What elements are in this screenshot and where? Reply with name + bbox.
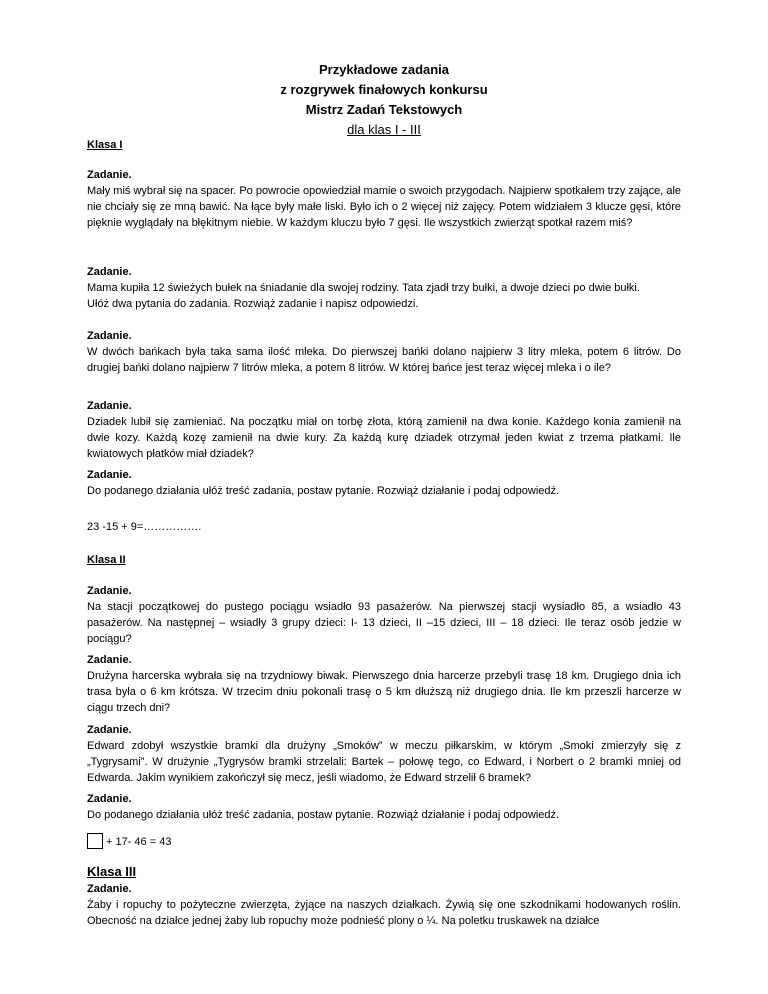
task-text: Na stacji początkowej do pustego pociągu wsiadło 93 pasażerów. Na pierwszej stacji wysiadło 85, a wsiadło 43 pasażerów. Na następnej – wsiadły 3 grupy dzieci: I- 13 dzieci, II –15 dzieci, III – 18 dzieci. Ile teraz osób jedzie w pociągu? [87,601,681,645]
task-1-5 [87,467,681,499]
blank-box [87,833,103,849]
task-2-1 [87,583,681,647]
task-2-4 [87,791,681,823]
task-label: Zadanie. [87,793,132,805]
equation-klasa-1: 23 -15 + 9=……………. [87,521,202,533]
task-2-3 [87,722,681,786]
task-label: Zadanie. [87,266,132,278]
task-text: Mama kupiła 12 świeżych bułek na śniadanie dla swojej rodziny. Tata zjadł trzy bułki, a dwoje dzieci po dwie bułki. [87,282,640,294]
section-heading-klasa-1: Klasa I [87,139,123,151]
task-text-2: Ułóż dwa pytania do zadania. Rozwiąż zadanie i napisz odpowiedzi. [87,298,419,310]
title-line-2: z rozgrywek finałowych konkursu [280,82,488,97]
task-text: Żaby i ropuchy to pożyteczne zwierzęta, żyjące na naszych działkach. Żywią się one szkodnikami hodowanych roślin. Obecność na działce jednej żaby lub ropuchy może podnieść plony o ¼. Na poletku truskawek na działce [87,899,681,927]
section-heading-klasa-3: Klasa III [87,864,137,879]
section-heading-klasa-2: Klasa II [87,554,126,566]
task-text: Edward zdobył wszystkie bramki dla drużyny „Smoków” w meczu piłkarskim, w którym „Smoki zmierzyły się z „Tygrysami”. W drużynie „Tygrysów bramki strzelali: Bartek – połowę tego, co Edward, i Norbert o 2 bramki mniej od Edwarda. Jakim wynikiem zakończył się mecz, jeśli wiadomo, że Edward strzelił 6 bramek? [87,740,681,784]
task-text: W dwóch bańkach była taka sama ilość mleka. Do pierwszej bańki dolano najpierw 3 litry mleka, potem 6 litrów. Do drugiej bańki dolano najpierw 7 litrów mleka, a potem 8 litrów. W której bańce jest teraz więcej mleka i o ile? [87,346,681,374]
task-2-2 [87,652,681,716]
task-label: Zadanie. [87,654,132,666]
task-1-4 [87,398,681,462]
task-text: Do podanego działania ułóż treść zadania, postaw pytanie. Rozwiąż działanie i podaj odpowiedź. [87,485,560,497]
task-1-2 [87,264,681,312]
task-text: Drużyna harcerska wybrała się na trzydniowy biwak. Pierwszego dnia harcerze przebyli trasę 18 km. Drugiego dnia ich trasa była o 6 km krótsza. W trzecim dniu pokonali trasę o 5 km dłuższą niż drugiego dnia. Ile km przeszli harcerze w ciągu trzech dni? [87,670,681,714]
task-1-3 [87,328,681,376]
task-label: Zadanie. [87,330,132,342]
task-label: Zadanie. [87,724,132,736]
task-label: Zadanie. [87,469,132,481]
document-title [87,60,681,140]
task-label: Zadanie. [87,400,132,412]
task-label: Zadanie. [87,169,132,181]
equation-klasa-2 [87,833,171,850]
task-3-1 [87,881,681,929]
title-line-3: Mistrz Zadań Tekstowych [305,102,463,117]
title-line-4: dla klas I - III [347,122,421,137]
title-line-1: Przykładowe zadania [318,62,450,77]
task-label: Zadanie. [87,883,132,895]
task-label: Zadanie. [87,585,132,597]
task-text: Mały miś wybrał się na spacer. Po powrocie opowiedział mamie o swoich przygodach. Najpierw spotkałem trzy zające, ale nie chciały się ze mną bawić. Na łące były małe liski. Było ich o 2 więcej niż zajęcy. Potem widziałem 3 klucze gęsi, które pięknie wyglądały na błękitnym niebie. W każdym kluczu było 7 gęsi. Ile wszystkich zwierząt spotkał razem miś? [87,185,681,229]
task-1-1 [87,167,681,231]
task-text: Do podanego działania ułóż treść zadania, postaw pytanie. Rozwiąż działanie i podaj odpowiedź. [87,809,560,821]
task-text: Dziadek lubił się zamieniać. Na początku miał on torbę złota, którą zamienił na dwa konie. Każdego konia zamienił na dwie kozy. Każdą kozę zamienił na dwie kury. Za każdą kurę dziadek otrzymał jeden kwiat z trzema płatkami. Ile kwiatowych płatków miał dziadek? [87,416,681,460]
equation-text: + 17- 46 = 43 [106,836,172,848]
